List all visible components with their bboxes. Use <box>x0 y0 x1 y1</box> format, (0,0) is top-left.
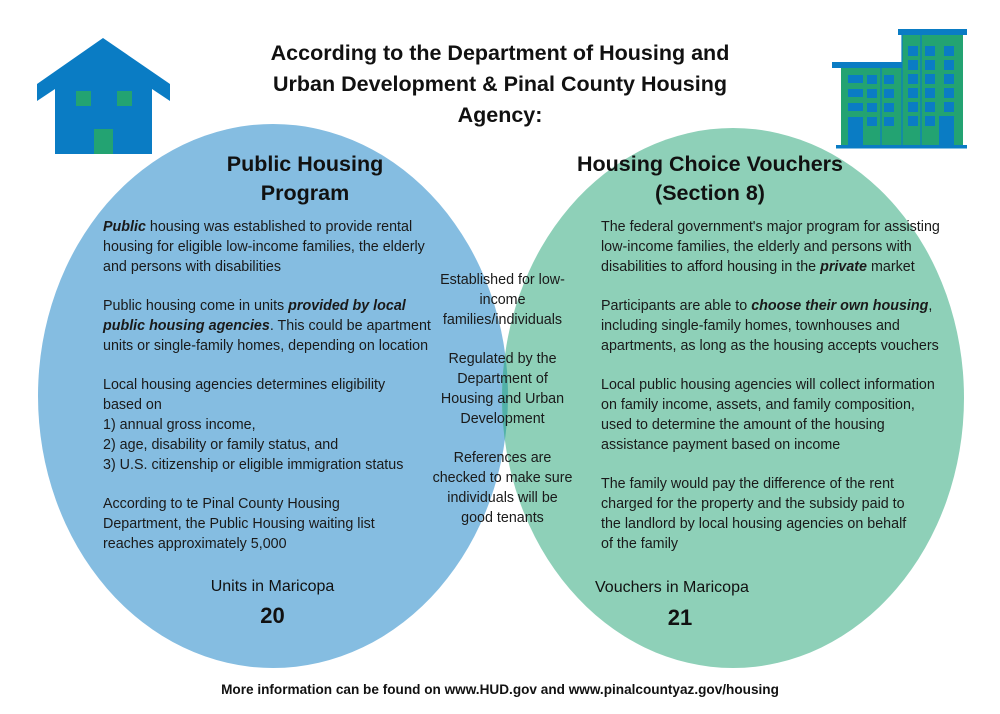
window-icon <box>908 88 918 98</box>
window-icon <box>944 74 954 84</box>
window-icon <box>908 116 918 126</box>
shared-feature: Established for low-income families/individuals <box>440 272 565 328</box>
window-icon <box>867 117 877 126</box>
window-icon <box>925 88 935 98</box>
window-icon <box>884 103 894 112</box>
vouchers-paragraph-3: Local public housing agencies will collect information on family income, assets, and family composition, used to determine the amount of the housing assistance payment based on income <box>601 377 935 453</box>
window-icon <box>884 75 894 84</box>
title-line-2: Urban Development & Pinal County Housing <box>273 72 727 96</box>
window-icon <box>908 102 918 112</box>
vouchers-heading <box>560 150 860 208</box>
emphasis-text: private <box>820 259 867 275</box>
paragraph-text: Public housing come in units <box>103 298 289 314</box>
window-icon <box>908 60 918 70</box>
paragraph-text: . This could be apartment units or single-family homes, depending on location <box>103 318 431 354</box>
public-housing-description <box>103 217 433 573</box>
vouchers-heading-line-2: (Section 8) <box>655 181 765 205</box>
window-icon <box>848 89 863 97</box>
window-icon <box>925 116 935 126</box>
page-title <box>230 38 770 131</box>
public-housing-paragraph-3 <box>103 375 433 475</box>
paragraph-text: market <box>867 259 915 275</box>
window-icon <box>908 74 918 84</box>
title-line-1: According to the Department of Housing and <box>270 41 730 65</box>
window-icon <box>867 103 877 112</box>
window-icon <box>944 60 954 70</box>
window-icon <box>884 89 894 98</box>
window-icon <box>925 46 935 56</box>
window-icon <box>944 88 954 98</box>
apartment-building-icon <box>832 29 967 149</box>
emphasis-text: provided by local public housing agencies <box>103 298 406 334</box>
window-icon <box>884 117 894 126</box>
paragraph-text: housing was established to provide rental housing for eligible low-income families, the elderly and persons with disabilities <box>103 219 425 275</box>
public-housing-paragraph-1 <box>103 217 433 277</box>
public-housing-paragraph-2 <box>103 296 433 356</box>
vouchers-paragraph-1 <box>601 217 946 277</box>
window-icon <box>908 46 918 56</box>
vouchers-description <box>601 217 966 573</box>
vouchers-heading-line-1: Housing Choice Vouchers <box>577 152 843 176</box>
paragraph-text: The federal government's major program for assisting low-income families, the elderly and persons with disabilities to afford housing in the <box>601 219 940 275</box>
vouchers-label: Vouchers in Maricopa <box>595 579 749 596</box>
public-housing-paragraph-4: According to te Pinal County Housing Department, the Public Housing waiting list reaches approximately 5,000 <box>103 496 375 552</box>
window-icon <box>867 75 877 84</box>
vouchers-value: 21 <box>667 605 693 630</box>
title-line-3: Agency: <box>457 103 543 127</box>
window-icon <box>944 46 954 56</box>
paragraph-text: Participants are able to <box>601 298 752 314</box>
eligibility-item: 2) age, disability or family status, and <box>103 437 339 453</box>
window-icon <box>925 74 935 84</box>
shared-feature: Regulated by the Department of Housing and Urban Development <box>440 351 565 427</box>
window-icon <box>848 103 863 111</box>
eligibility-intro: Local housing agencies determines eligibility <box>103 377 386 393</box>
window-icon <box>848 117 863 147</box>
window-icon <box>867 89 877 98</box>
house-icon <box>37 38 170 154</box>
window-icon <box>848 75 863 83</box>
public-housing-heading-line-1: Public Housing <box>226 152 384 176</box>
emphasis-text: Public <box>103 219 146 235</box>
eligibility-intro-2: based on <box>103 397 162 413</box>
units-value: 20 <box>260 603 285 628</box>
emphasis-text: choose their own housing <box>751 298 929 314</box>
window-icon <box>925 60 935 70</box>
vouchers-paragraph-4: The family would pay the difference of the rent charged for the property and the subsidy paid to the landlord by local housing agencies on behalf of the family <box>601 476 907 552</box>
shared-feature: References are checked to make sure individuals will be good tenants <box>432 450 573 526</box>
eligibility-item: 3) U.S. citizenship or eligible immigration status <box>103 457 404 473</box>
paragraph-text: , including single-family homes, townhouses and apartments, as long as the housing accepts vouchers <box>601 298 939 354</box>
public-housing-heading <box>185 150 425 208</box>
window-icon <box>939 116 954 147</box>
units-label: Units in Maricopa <box>210 578 335 595</box>
vouchers-paragraph-2 <box>601 296 966 356</box>
public-housing-heading-line-2: Program <box>260 181 350 205</box>
window-icon <box>925 102 935 112</box>
window-icon <box>944 102 954 112</box>
footer-note: More information can be found on www.HUD.gov and www.pinalcountyaz.gov/housing <box>221 682 779 697</box>
eligibility-item: 1) annual gross income, <box>103 417 256 433</box>
shared-features <box>430 270 575 547</box>
